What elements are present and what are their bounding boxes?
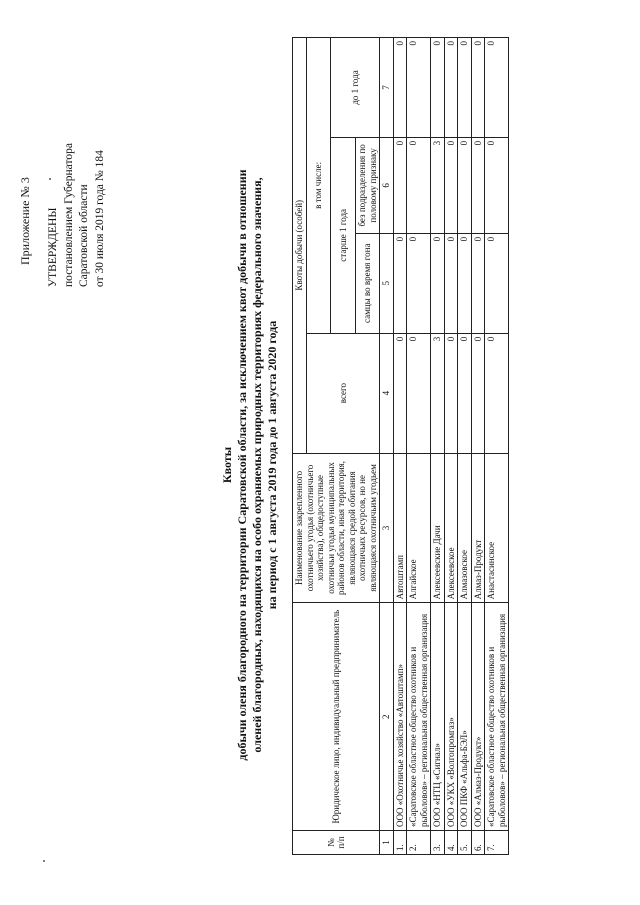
row-area: Алексеевское [444, 453, 458, 603]
header-no-sex-division: без подразделения по половому признаку [356, 137, 380, 233]
row-number: 1. [393, 831, 407, 855]
row-number: 5. [458, 831, 472, 855]
header-entity: Юридическое лицо, индивидуальный предприниматель [293, 603, 380, 831]
document-title [220, 65, 280, 865]
row-entity: ООО ПКФ «Альфа-БЭЛ» [458, 603, 472, 831]
row-area: Алмаз-Продукт [471, 453, 485, 603]
row-number: 6. [471, 831, 485, 855]
scan-speck [43, 860, 45, 862]
row-number: 3. [431, 831, 445, 855]
row-area: Анастасинское [485, 453, 509, 603]
quota-table [292, 37, 509, 855]
header-males: самцы во время гона [356, 233, 380, 333]
column-number-row [380, 38, 394, 855]
header-total: всего [306, 333, 380, 453]
row-no-sex-division: 0 [485, 137, 509, 233]
approval-line: от 30 июля 2019 года № 184 [93, 150, 106, 287]
approval-line: УТВЕРЖДЕНЫ [47, 207, 59, 287]
row-males: 0 [393, 233, 407, 333]
column-number: 3 [380, 453, 394, 603]
row-under-1-year: 0 [431, 38, 445, 138]
row-area: Алексеевские Дачи [431, 453, 445, 603]
row-under-1-year: 0 [393, 38, 407, 138]
row-total: 0 [393, 333, 407, 453]
row-total: 0 [407, 333, 431, 453]
row-total: 0 [471, 333, 485, 453]
appendix-number: Приложение № 3 [18, 177, 32, 265]
row-no-sex-division: 0 [458, 137, 472, 233]
table-row [393, 38, 407, 855]
row-total: 3 [431, 333, 445, 453]
row-area: Автоштамп [393, 453, 407, 603]
table-row [407, 38, 431, 855]
title-line: оленей благородных, находящихся на особо охраняемых природных территориях федерального значения, [250, 177, 264, 753]
column-number: 6 [380, 137, 394, 233]
row-males: 0 [485, 233, 509, 333]
row-total: 0 [444, 333, 458, 453]
column-number: 2 [380, 603, 394, 831]
column-number: 4 [380, 333, 394, 453]
column-number: 7 [380, 38, 394, 138]
approval-line: Саратовской области [78, 184, 90, 287]
title-line: на период с 1 августа 2019 года до 1 августа 2020 года [265, 320, 279, 610]
table-row [431, 38, 445, 855]
approval-line: постановлением Губернатора [62, 143, 75, 287]
header-area: Наименование закрепленного охотничьего угодья (охотничьего хозяйства), общедоступные охотничьи угодья муниципальных районов области, иная территория, являющаяся средой обитания охотничьих ресурсов, но не являющаяся охотничьим угодьем [293, 453, 380, 603]
table-row [485, 38, 509, 855]
row-under-1-year: 0 [485, 38, 509, 138]
approval-stamp [46, 143, 108, 287]
row-males: 0 [458, 233, 472, 333]
row-males: 0 [471, 233, 485, 333]
table-row [471, 38, 485, 855]
table-row [458, 38, 472, 855]
row-total: 0 [458, 333, 472, 453]
row-total: 0 [485, 333, 509, 453]
row-under-1-year: 0 [471, 38, 485, 138]
row-number: 2. [407, 831, 431, 855]
row-area: Алмазовское [458, 453, 472, 603]
row-under-1-year: 0 [458, 38, 472, 138]
header-over-1-year: старше 1 года [331, 137, 356, 333]
column-number: 1 [380, 831, 394, 855]
row-entity: «Саратовское областное общество охотников и рыболовов» – региональная общественная организация [407, 603, 431, 831]
header-quota: Квоты добычи (особей) [293, 38, 307, 454]
row-males: 0 [407, 233, 431, 333]
scan-speck [49, 178, 51, 180]
row-no-sex-division: 0 [471, 137, 485, 233]
row-males: 0 [444, 233, 458, 333]
row-under-1-year: 0 [444, 38, 458, 138]
table-row [444, 38, 458, 855]
row-entity: ООО «НТЦ «Сигнал» [431, 603, 445, 831]
title-heading: Квоты [220, 446, 234, 484]
header-under-1-year: до 1 года [331, 38, 380, 138]
row-entity: ООО «УКХ «Волгопромгаз» [444, 603, 458, 831]
row-no-sex-division: 3 [431, 137, 445, 233]
row-no-sex-division: 0 [407, 137, 431, 233]
row-entity: ООО «Алмаз-Продукт» [471, 603, 485, 831]
row-entity: ООО «Охотничье хозяйство «Автоштамп» [393, 603, 407, 831]
column-number: 5 [380, 233, 394, 333]
title-line: добычи оленя благородного на территории Саратовской области, за исключением квот добычи в отношении [235, 169, 249, 761]
header-number: № п/п [293, 831, 380, 855]
row-no-sex-division: 0 [444, 137, 458, 233]
header-row [293, 38, 307, 855]
row-number: 4. [444, 831, 458, 855]
header-including: в том числе: [306, 38, 331, 334]
row-number: 7. [485, 831, 509, 855]
row-males: 0 [431, 233, 445, 333]
row-under-1-year: 0 [407, 38, 431, 138]
row-area: Алгайское [407, 453, 431, 603]
row-entity: «Саратовское областное общество охотников и рыболовов» – региональная общественная организация [485, 603, 509, 831]
row-no-sex-division: 0 [393, 137, 407, 233]
